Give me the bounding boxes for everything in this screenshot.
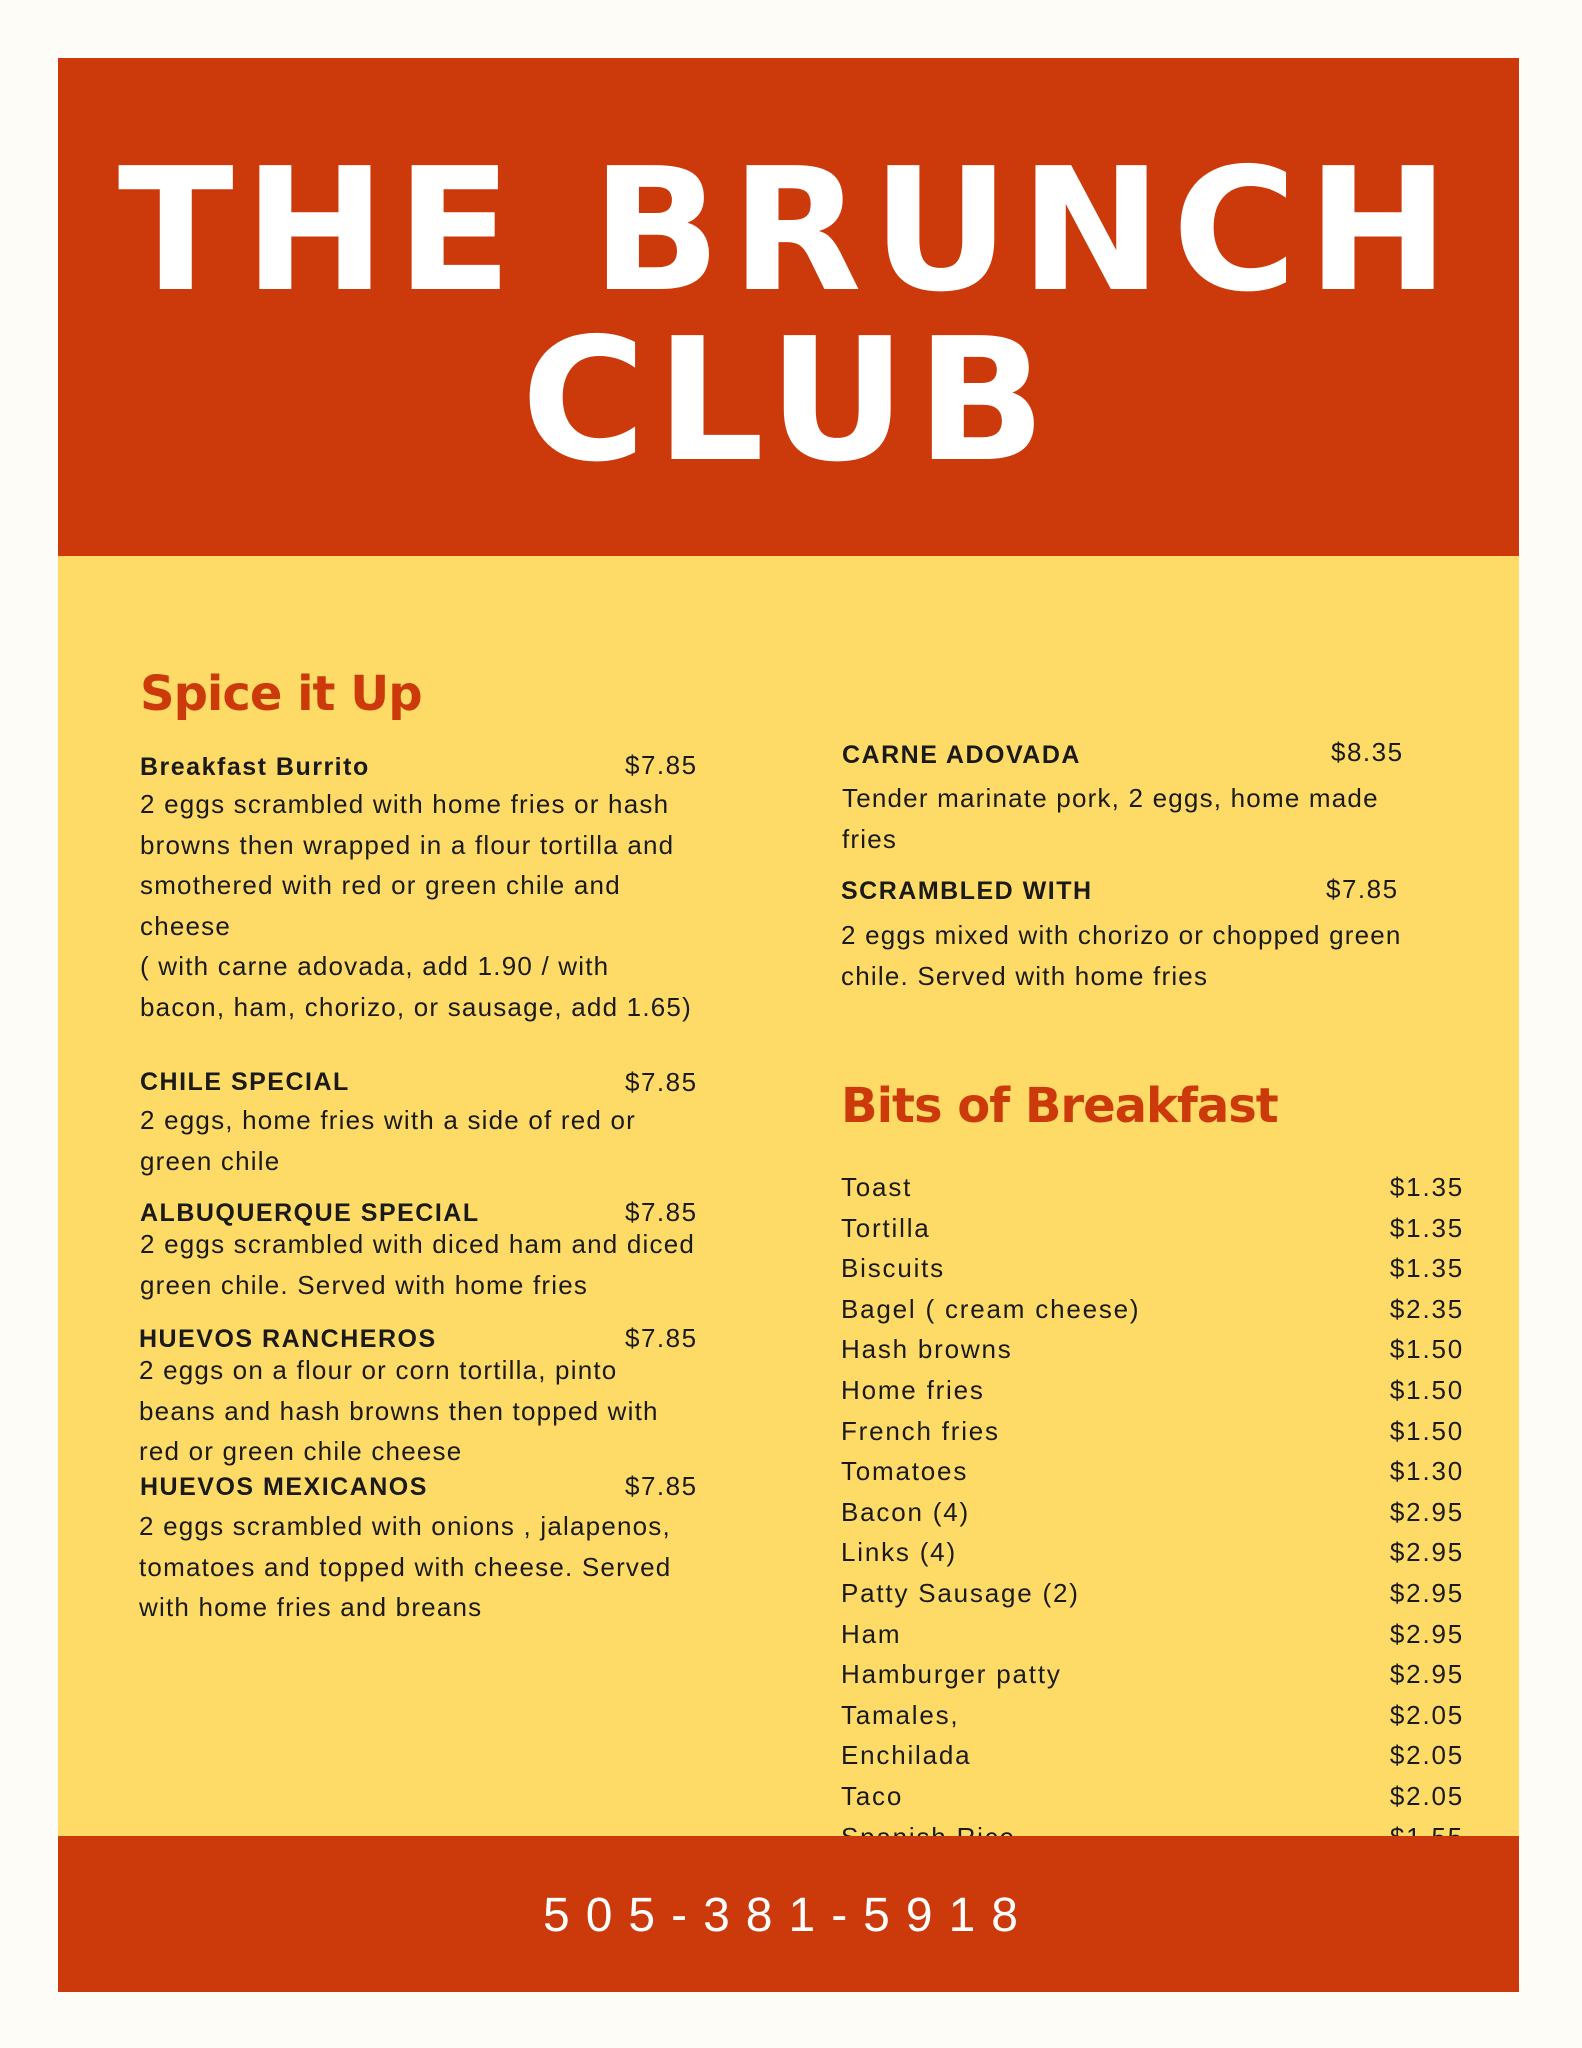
phone-number: 505-381-5918: [543, 1889, 1034, 1942]
menu-item-description: 2 eggs, home fries with a side of red or green chile: [140, 1105, 637, 1176]
list-item: [841, 1537, 1464, 1578]
list-item: [841, 1619, 1464, 1660]
list-item-price: $2.95: [1389, 1577, 1464, 1608]
list-item-name: Tomatoes: [841, 1456, 969, 1487]
menu-item-name: HUEVOS MEXICANOS: [140, 1473, 428, 1501]
menu-title-line-2: CLUB: [521, 302, 1056, 500]
menu-item-name: CARNE ADOVADA: [842, 741, 1081, 769]
list-item-price: $1.50: [1389, 1374, 1464, 1405]
list-item-price: $2.05: [1389, 1699, 1464, 1730]
list-item: [841, 1253, 1464, 1294]
list-item-name: Hash browns: [841, 1334, 1013, 1365]
list-item-name: Enchilada: [841, 1740, 972, 1771]
list-item: [841, 1659, 1464, 1700]
list-item: [841, 1497, 1464, 1538]
menu-item-price: $7.85: [625, 1323, 698, 1353]
list-item-price: $1.50: [1389, 1415, 1464, 1446]
menu-item-price: $8.35: [1331, 737, 1404, 767]
menu-item-name: SCRAMBLED WITH: [841, 877, 1093, 905]
list-item-name: Tamales,: [841, 1699, 960, 1730]
list-item-price: $1.30: [1389, 1456, 1464, 1487]
list-item-name: Ham: [841, 1618, 902, 1649]
menu-item-name: ALBUQUERQUE SPECIAL: [140, 1199, 480, 1227]
list-item: [841, 1172, 1464, 1213]
list-item: [841, 1578, 1464, 1619]
list-item-price: $2.95: [1389, 1659, 1464, 1690]
list-item: [841, 1375, 1464, 1416]
menu-item-price: $7.85: [1326, 874, 1399, 904]
header-banner: [58, 58, 1519, 556]
bits-of-breakfast-list: [841, 1172, 1464, 1862]
list-item-name: Biscuits: [841, 1253, 945, 1284]
menu-item-description: 2 eggs scrambled with diced ham and diced green chile. Served with home fries: [140, 1229, 696, 1300]
list-item: [841, 1334, 1464, 1375]
menu-item-name: Breakfast Burrito: [140, 753, 370, 781]
list-item: [841, 1740, 1464, 1781]
list-item-price: $2.95: [1389, 1537, 1464, 1568]
list-item-price: $2.05: [1389, 1740, 1464, 1771]
menu-item-description: 2 eggs scrambled with onions , jalapenos, tomatoes and topped with cheese. Served with home fries and breans: [139, 1511, 672, 1622]
list-item-name: Tortilla: [841, 1212, 931, 1243]
list-item: [841, 1781, 1464, 1822]
menu-item-description: 2 eggs scrambled with home fries or hash browns then wrapped in a flour tortilla and smothered with red or green chile and cheese ( with carne adovada, add 1.90 / with bacon, ham, chorizo, or sausage, add 1.65): [140, 789, 692, 1022]
menu-item-description: 2 eggs mixed with chorizo or chopped green chile. Served with home fries: [841, 920, 1402, 991]
list-item-name: Patty Sausage (2): [841, 1577, 1080, 1608]
list-item: [841, 1213, 1464, 1254]
list-item-name: Bagel ( cream cheese): [841, 1293, 1141, 1324]
list-item-name: Toast: [841, 1172, 913, 1202]
section-title-bits-of-breakfast: Bits of Breakfast: [841, 1078, 1278, 1134]
menu-item-price: $7.85: [625, 1067, 698, 1097]
footer-banner: [58, 1836, 1519, 1992]
list-item-name: Home fries: [841, 1374, 985, 1405]
list-item-name: Hamburger patty: [841, 1659, 1062, 1690]
list-item: [841, 1456, 1464, 1497]
menu-item-description: Tender marinate pork, 2 eggs, home made fries: [842, 783, 1379, 854]
menu-item-price: $7.85: [625, 750, 698, 780]
list-item-name: Links (4): [841, 1537, 957, 1568]
menu-item-description: 2 eggs on a flour or corn tortilla, pinto beans and hash browns then topped with red or green chile cheese: [139, 1355, 659, 1466]
list-item-price: $2.35: [1389, 1293, 1464, 1324]
list-item-price: $1.35: [1389, 1172, 1464, 1202]
list-item-name: Bacon (4): [841, 1496, 970, 1527]
menu-item-name: HUEVOS RANCHEROS: [139, 1325, 437, 1353]
menu-item-price: $7.85: [625, 1197, 698, 1227]
list-item-price: $1.35: [1389, 1253, 1464, 1284]
list-item: [841, 1700, 1464, 1741]
menu-title-line-1: THE BRUNCH: [117, 132, 1460, 330]
list-item-name: French fries: [841, 1415, 1000, 1446]
list-item-price: $2.95: [1389, 1618, 1464, 1649]
menu-item-price: $7.85: [625, 1471, 698, 1501]
list-item-price: $2.95: [1389, 1496, 1464, 1527]
menu-page: [58, 58, 1519, 1992]
menu-item-name: CHILE SPECIAL: [140, 1068, 350, 1096]
list-item-price: $2.05: [1389, 1780, 1464, 1811]
list-item-name: Taco: [841, 1780, 904, 1811]
list-item-price: $1.50: [1389, 1334, 1464, 1365]
list-item: [841, 1416, 1464, 1457]
list-item-price: $1.35: [1389, 1212, 1464, 1243]
section-title-spice-it-up: Spice it Up: [140, 666, 422, 722]
list-item: [841, 1294, 1464, 1335]
